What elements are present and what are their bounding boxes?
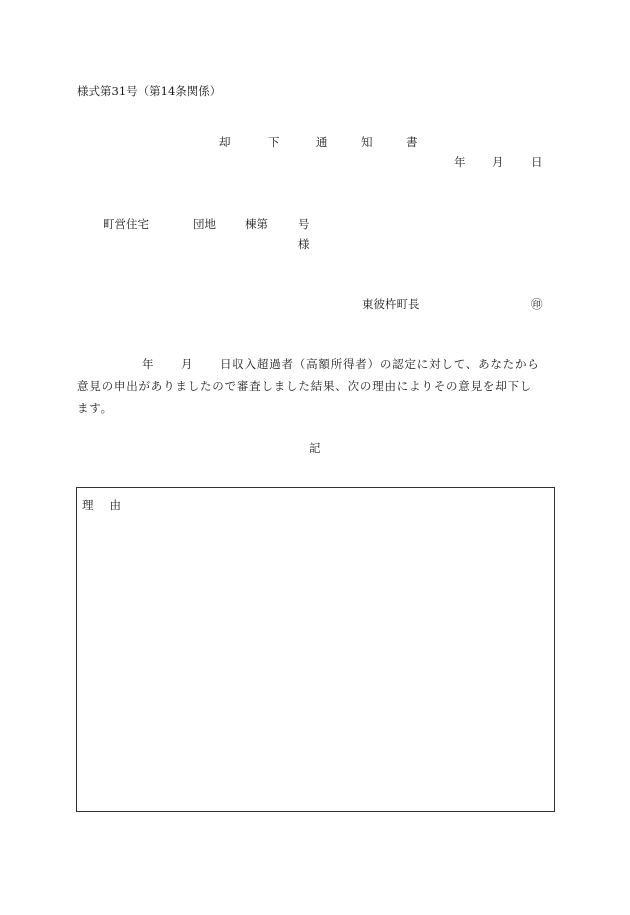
date-day-label: 日 (531, 155, 543, 169)
body-month-label: 月 (181, 357, 193, 371)
body-text-line-1: 日収入超過者（高額所得者）の認定に対して、あなたから (220, 357, 540, 371)
date-month-label: 月 (492, 155, 504, 169)
title-char-2: 下 (268, 135, 280, 149)
address-room-label: 号 (298, 217, 310, 231)
reason-box[interactable] (76, 487, 555, 812)
address-building-label: 棟第 (245, 217, 268, 231)
title-char-1: 却 (219, 135, 231, 149)
document-title (219, 137, 418, 149)
ki-heading: 記 (309, 441, 321, 455)
title-char-5: 書 (406, 135, 418, 149)
form-number: 様式第31号（第14条関係） (77, 84, 222, 98)
title-char-4: 知 (361, 135, 373, 149)
address-housing-label: 町営住宅 (103, 217, 149, 231)
body-text-line-3: ます。 (77, 401, 113, 415)
title-char-3: 通 (316, 135, 328, 149)
date-year-label: 年 (454, 155, 466, 169)
address-danchi-label: 団地 (193, 217, 216, 231)
body-text-line-2: 意見の申出がありましたので審査しました結果、次の理由によりその意見を却下し (77, 379, 533, 393)
reason-label (82, 500, 121, 512)
reason-label-char-1: 理 (82, 498, 94, 512)
reason-label-char-2: 由 (109, 498, 121, 512)
body-year-label: 年 (142, 357, 154, 371)
seal-mark: ㊞ (531, 297, 543, 311)
sender-mayor: 東彼杵町長 (362, 297, 420, 311)
recipient-honorific: 様 (298, 237, 310, 251)
